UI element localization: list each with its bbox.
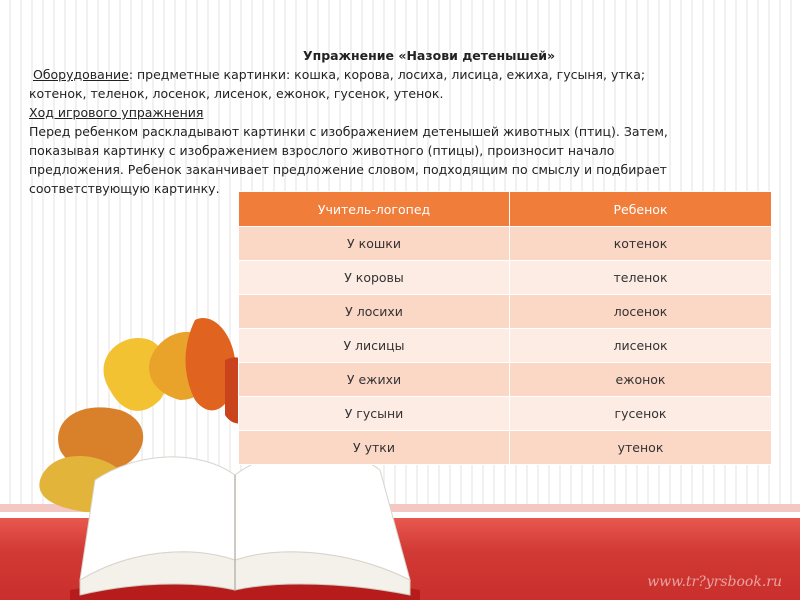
equipment-text: : предметные картинки: кошка, корова, лосиха, лисица, ежиха, гусыня, утка; bbox=[128, 67, 646, 82]
teacher-cell: У лосихи bbox=[239, 295, 510, 329]
header-child: Ребенок bbox=[510, 192, 772, 227]
equipment-line-2: котенок, теленок, лосенок, лисенок, ежонок, гусенок, утенок. bbox=[29, 86, 444, 101]
teacher-cell: У утки bbox=[239, 431, 510, 465]
exercise-table bbox=[238, 191, 772, 465]
teacher-cell: У ежихи bbox=[239, 363, 510, 397]
equipment-line bbox=[29, 65, 769, 84]
table-row bbox=[239, 363, 772, 397]
procedure-line: показывая картинку с изображением взрослого животного (птицы), произносит начало bbox=[29, 143, 615, 158]
teacher-cell: У гусыни bbox=[239, 397, 510, 431]
table-row bbox=[239, 431, 772, 465]
table-row bbox=[239, 329, 772, 363]
teacher-cell: У коровы bbox=[239, 261, 510, 295]
child-cell: котенок bbox=[510, 227, 772, 261]
exercise-description bbox=[29, 46, 769, 198]
child-cell: теленок bbox=[510, 261, 772, 295]
table-row bbox=[239, 397, 772, 431]
table-row bbox=[239, 261, 772, 295]
teacher-cell: У кошки bbox=[239, 227, 510, 261]
watermark: www.tr?yrsbook.ru bbox=[647, 574, 782, 590]
equipment-label: Оборудование bbox=[32, 67, 129, 82]
procedure-line: предложения. Ребенок заканчивает предложение словом, подходящим по смыслу и подбирает bbox=[29, 162, 667, 177]
table-header-row bbox=[239, 192, 772, 227]
page-title: Упражнение «Назови детенышей» bbox=[302, 48, 556, 63]
procedure-label: Ход игрового упражнения bbox=[29, 105, 204, 120]
procedure-line: соответствующую картинку. bbox=[29, 181, 220, 196]
procedure-line: Перед ребенком раскладывают картинки с изображением детенышей животных (птиц). Затем, bbox=[29, 124, 668, 139]
child-cell: утенок bbox=[510, 431, 772, 465]
child-cell: лисенок bbox=[510, 329, 772, 363]
child-cell: ежонок bbox=[510, 363, 772, 397]
header-teacher: Учитель-логопед bbox=[239, 192, 510, 227]
teacher-cell: У лисицы bbox=[239, 329, 510, 363]
table-row bbox=[239, 295, 772, 329]
child-cell: лосенок bbox=[510, 295, 772, 329]
table-row bbox=[239, 227, 772, 261]
child-cell: гусенок bbox=[510, 397, 772, 431]
